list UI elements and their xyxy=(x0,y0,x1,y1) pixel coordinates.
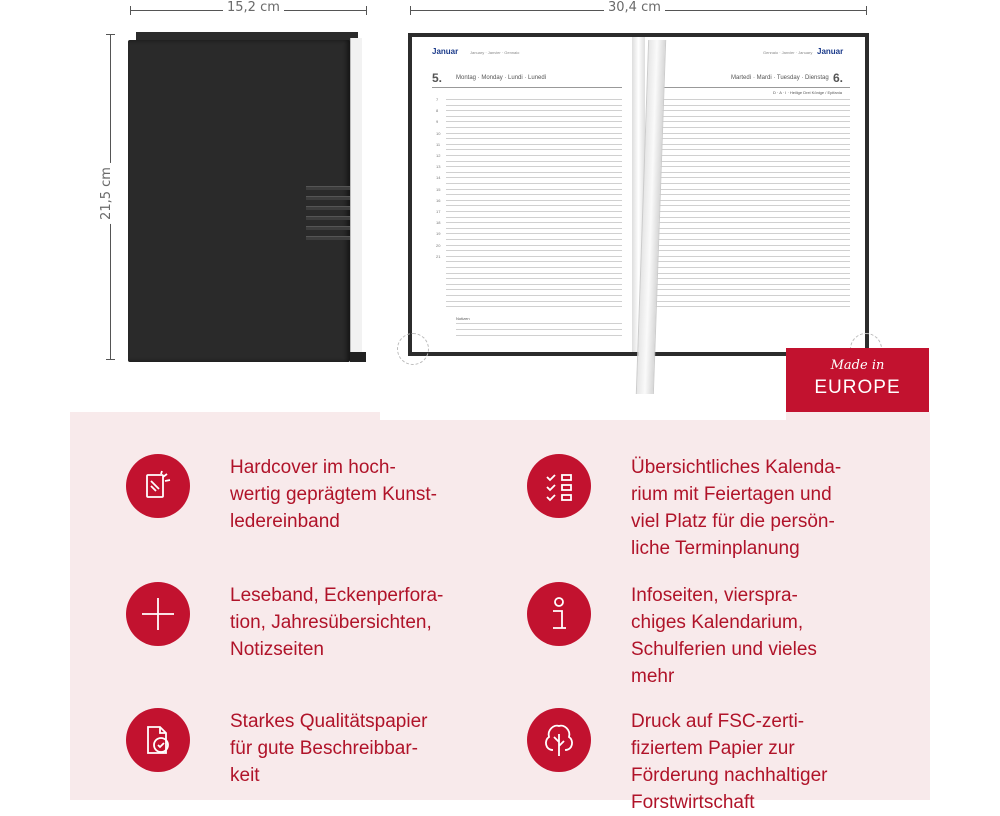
diary-line xyxy=(446,228,622,229)
diary-line xyxy=(655,189,850,190)
diary-line xyxy=(446,273,622,274)
diary-line xyxy=(446,127,622,128)
diary-line xyxy=(655,267,850,268)
width-dimension-tick xyxy=(366,6,367,15)
feature-text: Infoseiten, vierspra- chiges Kalendarium, Schulferien und vieles mehr xyxy=(631,585,817,687)
diary-line xyxy=(446,200,622,201)
diary-line xyxy=(655,155,850,156)
diary-line xyxy=(446,222,622,223)
diary-line xyxy=(655,256,850,257)
feature-text: Hardcover im hoch- wertig geprägtem Kunst- ledereinband xyxy=(230,457,437,532)
hour-label: 7 xyxy=(436,97,439,102)
left-day-number: 5. xyxy=(432,71,443,85)
badge-label: EUROPE xyxy=(814,377,901,398)
diary-line xyxy=(655,301,850,302)
diary-line xyxy=(655,138,850,139)
diary-line xyxy=(655,217,850,218)
hour-label: 21 xyxy=(436,253,441,259)
diary-line xyxy=(446,99,622,100)
diary-line xyxy=(446,239,622,240)
diary-line xyxy=(446,278,622,279)
diary-line xyxy=(655,278,850,279)
tree-icon xyxy=(527,708,591,772)
left-month: Januar xyxy=(432,47,459,56)
hour-label: 9 xyxy=(436,119,439,125)
diary-line xyxy=(655,239,850,240)
diary-line xyxy=(446,189,622,190)
height-label: 21,5 cm xyxy=(99,163,114,224)
diary-line xyxy=(446,261,622,262)
diary-line xyxy=(655,149,850,150)
diary-line xyxy=(446,149,622,150)
diary-line xyxy=(655,121,850,122)
diary-line xyxy=(446,256,622,257)
height-dimension-tick xyxy=(106,359,115,360)
diary-line xyxy=(655,116,850,117)
height-dimension-tick xyxy=(106,34,115,35)
diary-line xyxy=(446,183,622,184)
diary-line xyxy=(655,177,850,178)
diary-line xyxy=(446,217,622,218)
diary-line xyxy=(655,110,850,111)
diary-line xyxy=(446,306,622,307)
diary-line xyxy=(446,250,622,251)
quality-paper-icon xyxy=(126,708,190,772)
diary-line xyxy=(446,211,622,212)
spread-dimension-tick xyxy=(410,6,411,15)
diary-line xyxy=(655,144,850,145)
diary-line xyxy=(655,273,850,274)
right-holiday-note: D · A · I · Heilige Drei Könige / Epifania xyxy=(773,90,842,95)
diary-line xyxy=(655,222,850,223)
notes-label: Notizen xyxy=(456,316,470,321)
feature-text: Druck auf FSC-zerti- fiziertem Papier zur Förderung nachhaltiger Forstwirtschaft xyxy=(631,711,828,813)
diary-line xyxy=(655,127,850,128)
diary-line xyxy=(446,295,622,296)
left-month-sub: January · Janvier · Gennaio xyxy=(470,50,520,55)
diary-line xyxy=(655,99,850,100)
diary-line xyxy=(446,155,622,156)
diary-line xyxy=(655,233,850,234)
diary-line xyxy=(446,233,622,234)
diary-line xyxy=(446,289,622,290)
diary-line xyxy=(655,295,850,296)
diary-line xyxy=(446,172,622,173)
hour-label: 15 xyxy=(436,186,441,192)
diary-line xyxy=(655,183,850,184)
diary-line xyxy=(446,161,622,162)
hour-label: 17 xyxy=(436,209,441,214)
embossed-year-band xyxy=(306,186,350,242)
diary-line xyxy=(446,133,622,134)
hour-label: 10 xyxy=(436,130,441,136)
diary-line xyxy=(655,105,850,106)
page-block xyxy=(350,38,362,354)
diary-line xyxy=(655,205,850,206)
embossed-cover-icon xyxy=(126,454,190,518)
diary-line xyxy=(655,306,850,307)
hour-label: 14 xyxy=(436,175,441,181)
hour-label: 13 xyxy=(436,164,441,170)
diary-line xyxy=(655,194,850,195)
diary-line xyxy=(655,289,850,290)
corner-perforation xyxy=(397,333,429,365)
feature-text: Leseband, Eckenperfora- tion, Jahresübersichten, Notizseiten xyxy=(230,585,444,660)
right-day-number: 6. xyxy=(833,71,844,85)
diary-line xyxy=(655,133,850,134)
diary-line xyxy=(446,301,622,302)
diary-line xyxy=(446,121,622,122)
diary-line xyxy=(446,110,622,111)
feature-text: Starkes Qualitätspapier für gute Beschreibbar- keit xyxy=(230,711,428,786)
diary-line xyxy=(655,284,850,285)
plus-icon xyxy=(126,582,190,646)
spread-dimension-tick xyxy=(866,6,867,15)
diary-line xyxy=(446,284,622,285)
badge-script: Made in xyxy=(830,358,885,373)
spread-width-label: 30,4 cm xyxy=(604,0,665,15)
hour-label: 20 xyxy=(436,242,441,248)
info-icon xyxy=(527,582,591,646)
diary-line xyxy=(446,194,622,195)
right-month: Januar xyxy=(817,47,844,56)
hour-label: 18 xyxy=(436,220,441,226)
hour-label: 16 xyxy=(436,197,441,203)
diary-line xyxy=(446,245,622,246)
diary-line xyxy=(446,116,622,117)
hour-label: 12 xyxy=(436,153,441,158)
diary-line xyxy=(446,138,622,139)
diary-line xyxy=(446,105,622,106)
feature-text: Übersichtliches Kalenda- rium mit Feiertagen und viel Platz für die persön- liche Terminplanung xyxy=(631,457,842,559)
diary-line xyxy=(655,161,850,162)
closed-diary-image xyxy=(128,32,367,362)
width-label: 15,2 cm xyxy=(223,0,284,15)
diary-line xyxy=(446,177,622,178)
left-page xyxy=(412,37,632,352)
diary-line xyxy=(655,166,850,167)
diary-line xyxy=(655,211,850,212)
hour-label: 11 xyxy=(436,141,441,147)
diary-line xyxy=(655,245,850,246)
diary-line xyxy=(655,261,850,262)
right-day-name: Martedì · Mardi · Tuesday · Dienstag xyxy=(731,75,829,81)
checklist-icon xyxy=(527,454,591,518)
left-day-name: Montag · Monday · Lundi · Lunedì xyxy=(456,75,547,81)
right-page xyxy=(645,37,865,352)
diary-line xyxy=(446,144,622,145)
made-in-europe-badge xyxy=(786,348,929,412)
diary-line xyxy=(655,200,850,201)
diary-line xyxy=(655,172,850,173)
diary-line xyxy=(655,250,850,251)
width-dimension-tick xyxy=(130,6,131,15)
hour-label: 19 xyxy=(436,231,441,237)
right-month-sub: Gennaio · Janvier · January xyxy=(763,50,813,55)
diary-line xyxy=(655,228,850,229)
diary-line xyxy=(446,166,622,167)
hour-label: 8 xyxy=(436,108,439,114)
diary-line xyxy=(446,267,622,268)
diary-line xyxy=(446,205,622,206)
